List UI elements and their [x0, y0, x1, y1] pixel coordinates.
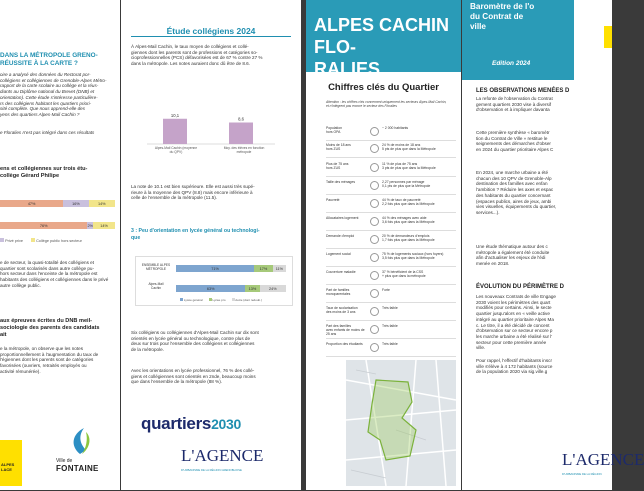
logo-fontaine: FONTAINE [56, 464, 99, 473]
key-figure-icon [370, 199, 379, 208]
page4-sec2-title: ÉVOLUTION DU PÉRIMÈTRE D [476, 284, 565, 290]
bar-category-label: Alpes-Mail Cachin (moyenne du QPV) [154, 146, 198, 154]
legend-item [180, 298, 203, 302]
logo-ville: Ville de [56, 458, 73, 464]
page1-note: e Floralies n'est pas intégré dans ces résultats [0, 130, 95, 135]
key-figure-row [326, 304, 456, 321]
page-left-partial [0, 0, 120, 490]
key-figure-row [326, 232, 456, 249]
page4-header-title: Baromètre de l'o du Contrat de ville [470, 2, 535, 31]
key-figure-icon [370, 181, 379, 190]
page1-logo-yellow [0, 440, 22, 486]
page4-sec1-title: LES OBSERVATIONS MENÉES D [476, 88, 570, 94]
legend-label: Collège public hors secteur [36, 239, 82, 243]
key-figure-icon [370, 271, 379, 280]
page1-subheading2-line1: aux épreuves écrites du DNB meil- [0, 318, 93, 324]
page4-agence-logo: L'AGENCE [562, 450, 644, 469]
bar-segment: 11% [273, 265, 286, 272]
key-figure-value: 44 % de taux de pauvreté 2,2 fois plus que dans la Métropole [382, 198, 435, 207]
quartier-map [346, 360, 456, 486]
key-figure-row [326, 250, 456, 267]
key-figure-value: 75 % de logements sociaux (hors foyers) 3,5 fois plus que dans la Métropole [382, 252, 444, 261]
page-barometre [462, 0, 644, 490]
key-figure-value: Forte [382, 288, 390, 292]
key-figure-label: Proportion des étudiants [326, 342, 363, 346]
key-figure-value: Très faible [382, 324, 398, 328]
key-figure-row [326, 160, 456, 177]
key-figure-label: Demande d'emploi [326, 234, 355, 238]
page1-body3: e la métropole, on observe que les notes proportionnellement à l'augmentation du taux de l'égiennes dont les parents sont de catégories favorisées (ouvriers, retraités employés ou activité rémunérée). [0, 346, 99, 374]
page4-edition: Edition 2024 [492, 60, 531, 67]
key-figure-row [326, 178, 456, 195]
bar-segment: 14% [93, 222, 115, 229]
page1-subheading2 [0, 318, 120, 339]
key-figure-row [326, 268, 456, 285]
key-figure-icon [370, 343, 379, 352]
page1-heading [0, 52, 120, 68]
key-figure-label: Taille des ménages [326, 180, 356, 184]
orientation-bar-row-1 [176, 265, 286, 272]
page1-subheading-line2: collège Gérard Philipe [0, 173, 60, 179]
key-figure-value: 37 % bénéficient de la CSS + plus que dans la métropole [382, 270, 426, 279]
orientation-row-label: ENSEMBLE ALPES MÉTROPOLE [141, 263, 171, 271]
page1-heading-line1: DANS LA MÉTROPOLE GRENO- [0, 52, 98, 59]
logo-year: 2030 [211, 416, 242, 432]
key-figure-label: Moins de 18 ans hors ZUS [326, 143, 351, 151]
page2-para4: Avec les orientations en lycée professionnel, 76 % des collé- giens et collégiennes sont orientés en 2nde, beaucoup moins que dans l'ensemble de la métropole (88 %). [131, 368, 256, 385]
orientation-legend [180, 298, 290, 302]
legend-item [232, 298, 263, 302]
agence-logo: L'AGENCE [181, 446, 264, 465]
page4-agence-sub: D'URBANISME DE LA RÉGION [562, 472, 602, 476]
key-figure-icon [370, 289, 379, 298]
key-figure-row [326, 214, 456, 231]
key-figure-icon [370, 325, 379, 334]
key-figure-row [326, 141, 456, 158]
fontaine-logo-text [56, 458, 116, 473]
key-figure-value: Très faible [382, 306, 398, 310]
page4-sec2-body: Les nouveaux Contrats de ville Engage 2030 voient les périmètres des quart modifiés pour certains. Ainsi, le secte quartier jusqu'alors en « veille active intégré au quartier prioritaire Alpes Ma c. Le titre, il a été décidé de concent d'observation sur ce secteur encore p les marche urbaine a été réalisé sur l' secteur pour cette première année ville. [476, 294, 556, 351]
bar-segment: 24% [260, 285, 286, 292]
page2-para1: À Alpes-Mail Cachin, le taux moyen de collégiens et collé- giennes dont les parents sont de professions et catégories so- cioprofessionnelles (PCS) défavorisées est de 67 % contre 27 % dans la métropole. Les notes auraient donc dû être de 8.6. [131, 44, 263, 67]
page1-subheading-line1: ens et collégiennes sur trois étu- [0, 166, 88, 172]
key-figure-icon [370, 235, 379, 244]
page1-bar-row-1 [0, 200, 115, 207]
page2-orientation-chart [135, 256, 293, 306]
page2-para3: Six collégiens ou collégiennes d'Alpes-Mail Cachin sur dix sont orientés en lycée général ou technologique, contre plus de deux sur trois pour l'ensemble des collégiens et collégiennes de la métropole. [131, 330, 259, 353]
bar-segment: 13% [245, 285, 259, 292]
key-figure-value: 20 % de demandeurs d'emplois 1,7 fois plus que dans la Métropole [382, 234, 435, 243]
page4-sec1-body2: Cette première synthèse « baromètr tion du Contrat de Ville » restitue le seignements des démarches d'obser en 2024 du quartier prioritaire Alpes C [476, 130, 554, 153]
orientation-bar-row-2 [176, 285, 286, 292]
page4-sec1-body: La refonte de l'observation du Contrat gement quartiers 2030 vise à diversif d'observation et à impliquer davanta [476, 96, 553, 113]
page1-subheading [0, 166, 120, 180]
key-figure-icon [370, 253, 379, 262]
page-etude-collegiens [121, 0, 301, 490]
bar-category-label: Moy. des élèves en fonction métropole [223, 146, 265, 154]
page2-header-rule [131, 36, 291, 37]
key-figure-row [326, 124, 456, 141]
key-figure-label: Logement social [326, 252, 351, 256]
legend-label: Autre (dont redoub.) [235, 298, 263, 302]
key-figure-label: Couverture maladie [326, 270, 356, 274]
bar-metropole-moyenne [229, 123, 253, 145]
page3-title-line2: RALIES [314, 59, 381, 79]
key-figure-row [326, 286, 456, 303]
key-figure-row [326, 322, 456, 339]
key-figure-value: 11 % de plus de 75 ans 3 pts de plus que dans la Métropole [382, 162, 436, 171]
page4-sec1-body3: En 2024, une marche urbaine a été chacun des 10 QPV de Grenoble-Alp destination des familles avec enfan l'ambition ? Réduire les axes et espac des habitants du quartier concernant (espaces publics, aires de jeux, ambi vies visuelles, équipements du quartier, services...). [476, 170, 557, 215]
page4-yellow-tab [604, 26, 612, 48]
bar-segment: 16% [63, 200, 88, 207]
key-figure-icon [370, 307, 379, 316]
key-figure-icon [370, 144, 379, 153]
bar-value-label: 8,6 [238, 116, 244, 122]
logo-quartiers: quartiers [141, 414, 212, 433]
key-figure-label: Part des familles avec enfants de moins de 25 ans [326, 324, 365, 336]
page3-chiffres-title: Chiffres clés du Quartier [328, 82, 439, 93]
legend-item [209, 298, 226, 302]
bar-segment: 76% [0, 222, 87, 229]
key-figure-label: Plus de 75 ans hors ZUS [326, 162, 349, 170]
quartiers2030-logo [141, 414, 291, 434]
page2-header: Étude collégiens 2024 [166, 26, 256, 36]
key-figure-row [326, 340, 456, 357]
bar-segment: 71% [176, 265, 254, 272]
page1-bar-row-2 [0, 222, 115, 229]
page1-intro: oire a analysé des données du Rectorat por- collégiens et collégiennes de Grenoble-Alpes Métro- rapport de la carte scolaire au collège et la réus- diants au Diplôme national du Brevet (DNB) et orientation). Cette étude s'intéresse particulière- rs des collégiens habitant les quartiers priori- sité complète. Que nous apprend-elle des yens des quartiers Alpes-Mail Cachin ? [0, 72, 107, 117]
map-drawing [346, 360, 456, 486]
key-figure-label: Population hors OPA [326, 126, 343, 134]
page1-body2: e de secteur, la quasi-totalité des collégiens et quartier sont scolarisés dans autre collège pu- hors secteur dans l'enceinte de la métropole est habitants des collégiens et collégiennes dans le privé autre collège public. [0, 260, 109, 288]
fontaine-logo-icon [60, 426, 100, 456]
page3-title-line1: ALPES CACHIN FLO- [314, 15, 450, 57]
legend-item [0, 238, 23, 243]
bar-segment: 2% [87, 223, 94, 228]
bar-segment: 17% [254, 265, 273, 272]
bar-segment: 14% [89, 200, 115, 207]
key-figure-label: Taux de scolarisation des moins de 3 ans [326, 306, 358, 314]
page2-section3-title: 3 : Peu d'orientation en lycée général ou technologi- que [131, 228, 260, 241]
page2-para2: La note de 10.1 est bien supérieure. Elle est aussi très supé- rieure à la moyenne des QPV (8.8) mais encore inférieure à celle de l'ensemble de la métropole (11.5). [131, 184, 255, 201]
bar-segment: 63% [176, 285, 245, 292]
key-figure-icon [370, 163, 379, 172]
page3-attention: Attention : les chiffres clés concernent uniquement les secteurs Alpes-Mail Cachin, et n'intègrent pas encore le secteur des Floralies [326, 100, 447, 108]
logo-text: ALPES [1, 462, 15, 467]
bar-segment: 47% [0, 200, 63, 207]
legend-item [31, 238, 82, 243]
key-figure-label: Pauvreté [326, 198, 340, 202]
key-figure-value: Très faible [382, 342, 398, 346]
page1-subheading2-line3: ait [0, 332, 7, 338]
key-figure-value: 24 % de moins de 18 ans 5 pts de plus que dans la Métropole [382, 143, 436, 152]
logo-text: LACE [1, 467, 12, 472]
page1-heading-line2: RÉUSSITE À LA CARTE ? [0, 60, 78, 67]
agence-logo-sub: D'URBANISME DE LA RÉGION GRENOBLOISE [181, 468, 242, 472]
page-chiffres-cles [306, 0, 461, 490]
bar-alpes-mail-cachin [163, 119, 187, 144]
key-figure-icon [370, 217, 379, 226]
key-figure-label: Part de familles monoparentales [326, 288, 351, 296]
key-figure-value: 44 % des ménages avec aide 3,6 fois plus que dans la Métropole [382, 216, 435, 225]
bar-value-label: 10,1 [170, 112, 180, 118]
page3-title [314, 14, 461, 80]
legend-label: Lycée pro [212, 298, 226, 302]
page1-legend [0, 238, 120, 243]
key-figure-row [326, 196, 456, 213]
legend-label: Privé prive [5, 239, 23, 243]
key-figure-value: ~ 2 000 habitants [382, 126, 409, 130]
page1-subheading2-line2: sociologie des parents des candidats [0, 325, 100, 331]
key-figure-value: 2,27 personnes par ménage 0,1 pts de plus que la Métropole [382, 180, 431, 189]
key-figure-label: Allocataires logement [326, 216, 359, 220]
page4-sec2-body2: Pour rappel, l'effectif d'habitants inscr ville s'élève à 4 172 habitants (source de la population 2020 via sig.ville.g [476, 358, 553, 375]
page4-sec1-body4: Une étude thématique autour des c métropole a également été conduite afin d'actualiser les enjeux de l'édi menée en 2018. [476, 244, 550, 267]
orientation-row-label: Alpes-Mail Cachin [148, 282, 164, 290]
legend-label: Lycée général [183, 298, 203, 302]
key-figure-icon [370, 127, 379, 136]
